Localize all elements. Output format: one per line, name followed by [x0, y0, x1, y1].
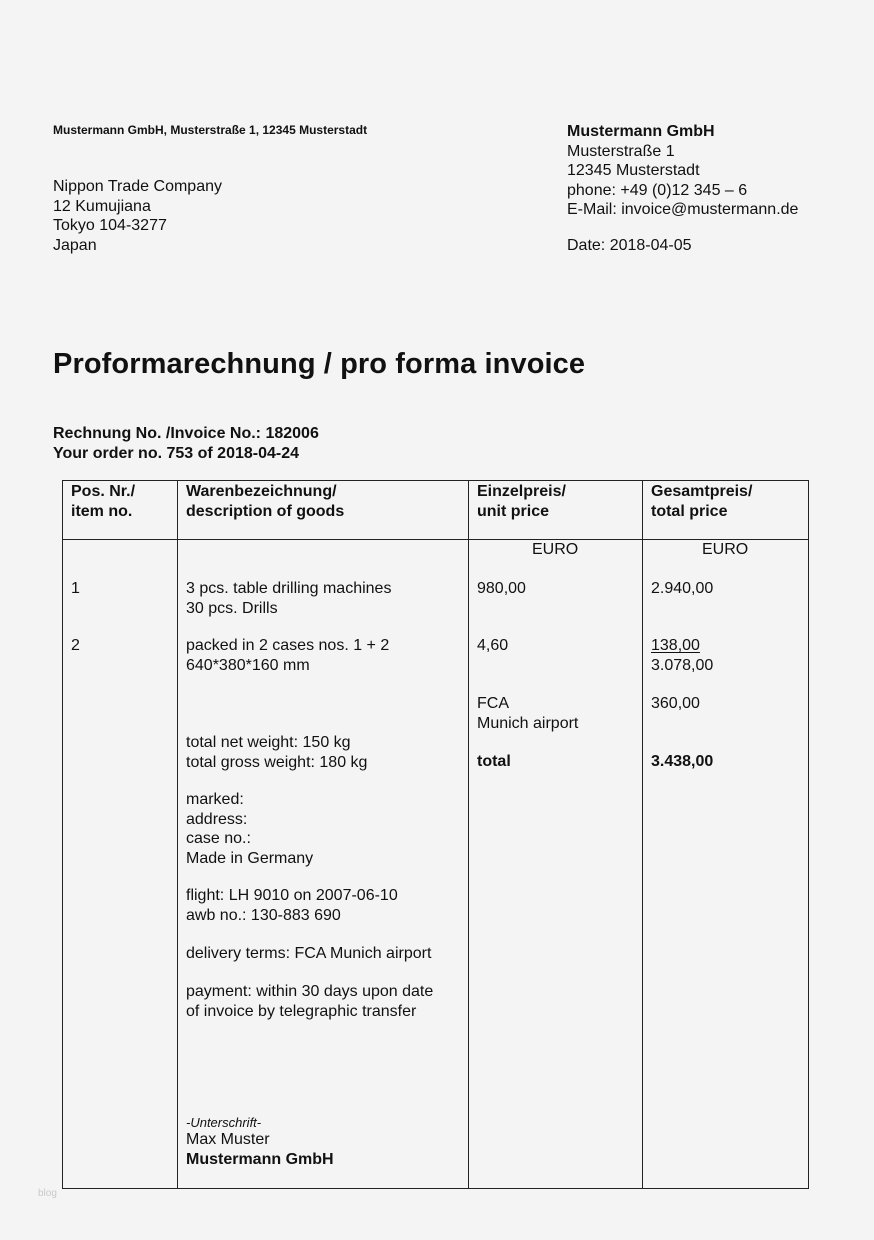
watermark: blog [38, 1188, 57, 1199]
invoice-number: Rechnung No. /Invoice No.: 182006 [53, 425, 319, 442]
company-city: 12345 Musterstadt [567, 162, 700, 179]
company-street: Musterstraße 1 [567, 142, 675, 160]
sender-address-line: Mustermann GmbH, Musterstraße 1, 12345 Musterstadt [53, 123, 368, 137]
header-unit-price-line: unit price [477, 502, 550, 520]
subtotal-value: 3.078,00 [651, 656, 714, 674]
header-description [186, 482, 344, 521]
row-1-unit-price: 980,00 [477, 580, 526, 597]
signatory-name: Max Muster [186, 1131, 270, 1148]
currency-unit-price: EURO [532, 541, 579, 558]
signatory-company: Mustermann GmbH [186, 1150, 334, 1168]
payment-line: of invoice by telegraphic transfer [186, 1002, 417, 1020]
header-pos-line: Pos. Nr./ [71, 483, 136, 500]
payment-line: payment: within 30 days upon date [186, 983, 434, 1000]
row-2-description-line: packed in 2 cases nos. 1 + 2 [186, 637, 390, 654]
total-amount: 3.438,00 [651, 753, 714, 770]
freight-label-line: Munich airport [477, 714, 579, 732]
invoice-reference [53, 424, 319, 463]
row-1-pos: 1 [71, 580, 80, 597]
header-pos [71, 482, 135, 521]
awb-line: awb no.: 130-883 690 [186, 906, 341, 924]
row-2-total-price [651, 636, 713, 675]
shipping-marks [186, 790, 313, 868]
freight-amount: 360,00 [651, 695, 700, 712]
recipient-address [53, 177, 222, 255]
header-unit-price-line: Einzelpreis/ [477, 483, 566, 500]
delivery-terms: delivery terms: FCA Munich airport [186, 945, 432, 962]
header-pos-line: item no. [71, 502, 133, 520]
signature-label: -Unterschrift- [186, 1115, 262, 1130]
signature-block [186, 1115, 334, 1169]
header-total-price-line: total price [651, 502, 728, 520]
row-2-pos: 2 [71, 637, 80, 654]
row-2-description [186, 636, 389, 675]
row-2-unit-price: 4,60 [477, 637, 509, 654]
gross-weight: total gross weight: 180 kg [186, 753, 368, 771]
row-1-description-line: 3 pcs. table drilling machines [186, 580, 392, 597]
order-number: Your order no. 753 of 2018-04-24 [53, 444, 300, 462]
company-block [567, 122, 798, 220]
header-total-price-line: Gesamtpreis/ [651, 483, 753, 500]
row-1-description-line: 30 pcs. Drills [186, 599, 278, 617]
row-1-description [186, 579, 391, 618]
table-header-divider [62, 539, 809, 540]
recipient-line: Japan [53, 236, 97, 254]
freight-label-line: FCA [477, 695, 509, 712]
payment-terms [186, 982, 433, 1021]
marks-line: Made in Germany [186, 849, 314, 867]
currency-total-price: EURO [702, 541, 749, 558]
flight-line: flight: LH 9010 on 2007-06-10 [186, 887, 398, 904]
marks-line: address: [186, 810, 248, 828]
recipient-line: Tokyo 104-3277 [53, 217, 167, 234]
row-1-total-price: 2.940,00 [651, 580, 714, 597]
company-name: Mustermann GmbH [567, 123, 715, 140]
marks-line: case no.: [186, 830, 251, 847]
table-divider [642, 480, 643, 1189]
table-divider [177, 480, 178, 1189]
flight-info [186, 886, 398, 925]
row-2-description-line: 640*380*160 mm [186, 656, 310, 674]
net-weight: total net weight: 150 kg [186, 734, 351, 751]
company-email: E-Mail: invoice@mustermann.de [567, 201, 799, 218]
document-title: Proformarechnung / pro forma invoice [53, 348, 586, 380]
table-divider [468, 480, 469, 1189]
freight-label [477, 694, 578, 733]
recipient-line: Nippon Trade Company [53, 178, 222, 195]
marks-line: marked: [186, 791, 244, 808]
invoice-date: Date: 2018-04-05 [567, 237, 692, 254]
header-unit-price [477, 482, 566, 521]
header-total-price [651, 482, 752, 521]
header-description-line: Warenbezeichnung/ [186, 483, 337, 500]
total-label: total [477, 753, 511, 770]
recipient-line: 12 Kumujiana [53, 197, 151, 215]
weights [186, 733, 367, 772]
header-description-line: description of goods [186, 502, 345, 520]
company-phone: phone: +49 (0)12 345 – 6 [567, 181, 748, 199]
row-2-total-price-value: 138,00 [651, 637, 700, 654]
